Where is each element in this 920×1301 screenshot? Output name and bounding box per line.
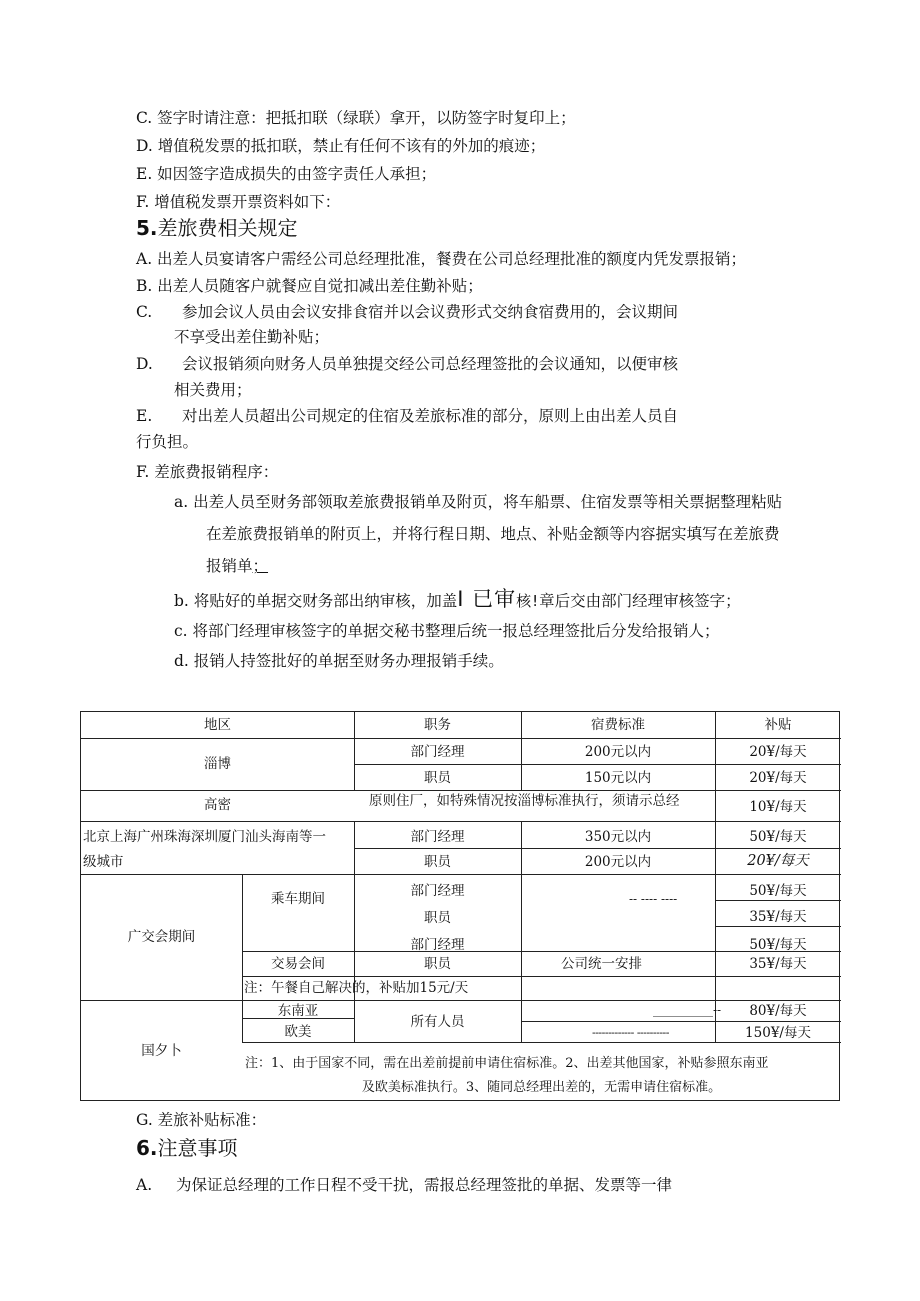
procedure-a-line3 bbox=[206, 556, 268, 576]
canton-ride-period: 乘车期间 bbox=[271, 891, 325, 907]
section-6-heading bbox=[136, 1136, 238, 1160]
gaomi-note: 原则住厂，如特殊情况按淄博标准执行，须请示总经 bbox=[369, 793, 680, 809]
zibo-manager-role: 部门经理 bbox=[410, 744, 465, 760]
section-5-heading bbox=[136, 216, 298, 240]
rule-5d-line2: 相关费用； bbox=[174, 381, 252, 399]
ride-sub-1: 50¥/每天 bbox=[749, 883, 807, 899]
procedure-b bbox=[174, 589, 741, 611]
travel-allowance-table bbox=[80, 711, 840, 1101]
rule-5e-line2: 行负担。 bbox=[136, 433, 199, 451]
zibo-staff-role: 职员 bbox=[424, 770, 451, 786]
city-manager-sub: 50¥/每天 bbox=[749, 829, 807, 845]
section-5-title: 差旅费相关规定 bbox=[157, 216, 298, 240]
eu-std-dash: ------------- ---------- bbox=[592, 1026, 669, 1039]
procedure-a-line3-tail: ； bbox=[252, 557, 269, 575]
city-staff-sub: 20¥/每天 bbox=[747, 853, 809, 869]
city-manager-role: 部门经理 bbox=[410, 829, 465, 845]
gaomi-sub: 10¥/每天 bbox=[749, 799, 807, 815]
list-item-d: D. 增值税发票的抵扣联，禁止有任何不该有的外加的痕迹； bbox=[136, 137, 546, 155]
approved-stamp bbox=[457, 587, 539, 611]
sea-sub: 80¥/每天 bbox=[749, 1003, 807, 1019]
zibo-manager-std: 200元以内 bbox=[584, 744, 652, 760]
region-tier1-line2: 级城市 bbox=[83, 854, 124, 870]
rule-5d-line1: 会议报销须向财务人员单独提交经公司总经理签批的会议通知，以便审核 bbox=[182, 355, 679, 373]
zibo-manager-sub: 20¥/每天 bbox=[749, 744, 807, 760]
fair-sub: 35¥/每天 bbox=[749, 956, 807, 972]
procedure-d: d. 报销人持签批好的单据至财务办理报销手续。 bbox=[174, 652, 504, 670]
rule-5c-label: C. bbox=[136, 303, 153, 321]
city-manager-std: 350元以内 bbox=[584, 829, 652, 845]
rule-5e-line1: 对出差人员超出公司规定的住宿及差旅标准的部分，原则上由出差人员自 bbox=[182, 407, 679, 425]
rule-6a-line1: 为保证总经理的工作日程不受干扰，需报总经理签批的单据、发票等一律 bbox=[176, 1176, 673, 1194]
region-southeast-asia: 东南亚 bbox=[277, 1003, 319, 1019]
list-item-e: E. 如因签字造成损失的由签字责任人承担； bbox=[136, 165, 437, 183]
rule-5e-label: E. bbox=[136, 407, 153, 425]
rule-5a: A. 出差人员宴请客户需经公司总经理批准，餐费在公司总经理批准的额度内凭发票报销； bbox=[136, 250, 747, 268]
region-abroad: 国夕卜 bbox=[141, 1043, 182, 1059]
rule-5g: G. 差旅补贴标准： bbox=[136, 1111, 267, 1129]
list-item-c: C. 签字时请注意：把抵扣联（绿联）拿开，以防签字时复印上； bbox=[136, 109, 576, 127]
header-region: 地区 bbox=[204, 717, 231, 733]
section-6-title: 注意事项 bbox=[157, 1136, 238, 1160]
section-5-number: 5. bbox=[136, 216, 158, 240]
approved-stamp-tail: 核! bbox=[516, 592, 540, 610]
abroad-note-line2: 及欧美标准执行。3、随同总经理出差的，无需申请住宿标准。 bbox=[361, 1080, 722, 1095]
region-tier1-line1: 北京上海广州珠海深圳厦门汕头海南等一 bbox=[83, 829, 326, 845]
header-position: 职务 bbox=[424, 717, 451, 733]
rule-6a-label: A. bbox=[136, 1176, 153, 1194]
rule-5d-label: D. bbox=[136, 355, 153, 373]
procedure-b-pre: b. 将贴好的单据交财务部出纳审核，加盖 bbox=[174, 592, 458, 610]
header-allowance: 补贴 bbox=[764, 717, 792, 733]
eu-sub: 150¥/每天 bbox=[745, 1025, 811, 1041]
abroad-all-staff: 所有人员 bbox=[410, 1014, 465, 1030]
region-zibo: 淄博 bbox=[204, 756, 231, 772]
ride-sub-2: 35¥/每天 bbox=[749, 909, 807, 925]
fair-std: 公司统一安排 bbox=[561, 956, 642, 972]
sea-std-dash: __________-- bbox=[653, 1003, 722, 1017]
ride-role-1: 部门经理 bbox=[410, 883, 465, 899]
region-europe-america: 欧美 bbox=[284, 1024, 312, 1040]
fair-role: 职员 bbox=[424, 956, 451, 972]
section-6-number: 6. bbox=[136, 1136, 158, 1160]
rule-5f: F. 差旅费报销程序： bbox=[136, 463, 279, 481]
list-item-f: F. 增值税发票开票资料如下： bbox=[136, 193, 341, 211]
procedure-b-post: 章后交由部门经理审核签字； bbox=[539, 592, 741, 610]
ride-sub-3: 50¥/每天 bbox=[749, 937, 807, 951]
city-staff-role: 职员 bbox=[424, 854, 451, 870]
header-lodging-standard: 宿费标准 bbox=[591, 717, 645, 733]
canton-note: 注：午餐自己解决的，补贴加15元/天 bbox=[244, 980, 469, 996]
rule-5c-line2: 不享受出差住勤补贴； bbox=[174, 328, 330, 346]
ride-role-3: 部门经理 bbox=[410, 937, 465, 951]
abroad-note-line1: 注：1、由于国家不同，需在出差前提前申请住宿标准。2、出差其他国家，补贴参照东南亚 bbox=[245, 1056, 769, 1071]
procedure-c: c. 将部门经理审核签字的单据交秘书整理后统一报总经理签批后分发给报销人； bbox=[174, 622, 720, 640]
zibo-staff-sub: 20¥/每天 bbox=[749, 770, 807, 786]
region-gaomi: 高密 bbox=[204, 797, 231, 813]
procedure-a-line3-text: 报销单 bbox=[206, 557, 253, 575]
rule-5c-line1: 参加会议人员由会议安排食宿并以会议费形式交纳食宿费用的，会议期间 bbox=[182, 303, 679, 321]
zibo-staff-std: 150元以内 bbox=[584, 770, 652, 786]
city-staff-std: 200元以内 bbox=[584, 854, 652, 870]
procedure-a-line2: 在差旅费报销单的附页上，并将行程日期、地点、补贴金额等内容据实填写在差旅费 bbox=[206, 525, 780, 543]
rule-5b: B. 出差人员随客户就餐应自觉扣减出差住勤补贴； bbox=[136, 277, 483, 295]
region-canton-fair: 广交会期间 bbox=[127, 929, 196, 945]
ride-role-2: 职员 bbox=[424, 910, 451, 926]
approved-stamp-main: I 已审 bbox=[457, 587, 517, 611]
ride-dash: -- ---- ---- bbox=[629, 892, 678, 906]
procedure-a-line1: a. 出差人员至财务部领取差旅费报销单及附页，将车船票、住宿发票等相关票据整理粘贴 bbox=[174, 493, 783, 511]
canton-fair-period: 交易会间 bbox=[271, 956, 325, 972]
